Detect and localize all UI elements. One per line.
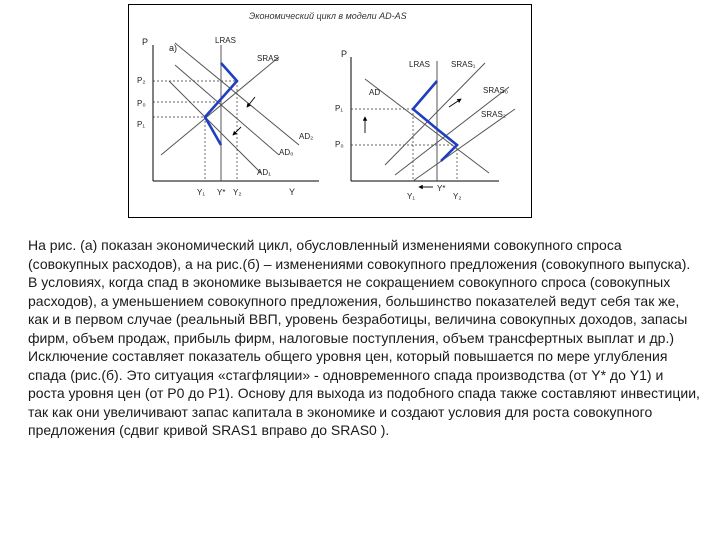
panel-a-lras-label: LRAS	[215, 36, 236, 45]
panel-b-sras1-label: SRAS₁	[451, 60, 476, 69]
panel-b-sras0-line	[395, 87, 509, 175]
panel-a-ad1-label: AD₁	[257, 168, 271, 177]
panel-a-ad2-label: AD₂	[299, 132, 314, 141]
ad-as-figure	[128, 4, 532, 218]
panel-a-marker: а)	[169, 43, 178, 53]
panel-a-ad0-line	[175, 65, 279, 155]
panel-b-sras1-line	[385, 63, 485, 165]
panel-b-p1-label: P₁	[335, 104, 344, 113]
panel-b-p0-label: P₀	[335, 140, 344, 149]
panel-b-y1-label: Y₁	[407, 192, 416, 201]
panel-b-y2-label: Y₂	[453, 192, 462, 201]
caption-paragraph-1: На рис. (а) показан экономический цикл, обусловленный изменениями совокупного спроса (совокупных расходов), а на рис.(б) – изменениями совокупного предложения (совокупного выпуска).	[28, 237, 691, 272]
panel-a-p0-label: P₀	[137, 99, 146, 108]
panel-a-p1-label: P₁	[137, 120, 146, 129]
caption-paragraph-2: В условиях, когда спад в экономике вызывается не сокращением совокупного спроса (совокупных расходов), а уменьшением совокупного предложения, большинство показателей ведут себя так же, как и в первом случае (реальный ВВП, уровень безработицы, величина совокупных доходов, запасы фирм, объем продаж, прибыль фирм, налоговые поступления, объем трансфертных выплат и др.) Исключение составляет показатель общего уровня цен, который повышается по мере углубления спада (рис.(б). Это ситуация «стагфляции» - одновременного спада производства (от Y* до Y1) и роста уровня цен (от P0 до P1). Основу для выхода из подобного спада также составляют инвестиции, так как они увеличивают запас капитала в экономике и создают условия для роста совокупного предложения (сдвиг кривой SRAS1 вправо до SRAS0 ).	[28, 274, 700, 438]
panel-a-y-axis-label: Y	[289, 187, 296, 197]
panel-b-shift-arrow-1	[449, 99, 461, 107]
panel-b-ystar-label: Y*	[437, 184, 446, 193]
panel-a-p-axis-label: P	[142, 37, 149, 47]
panel-a-sras-label: SRAS	[257, 54, 279, 63]
panel-a-y2-label: Y₂	[233, 188, 242, 197]
panel-a-p2-label: P₂	[137, 76, 146, 85]
figure-title: Экономический цикл в модели AD-AS	[249, 11, 407, 21]
panel-a-ystar-label: Y*	[217, 188, 226, 197]
panel-b	[335, 49, 515, 201]
panel-a-y1-label: Y₁	[197, 188, 206, 197]
panel-b-ad-label: AD	[369, 88, 381, 97]
ad-as-diagram	[129, 5, 531, 217]
panel-b-sras0-label: SRAS₀	[483, 86, 509, 95]
panel-a	[137, 36, 319, 197]
caption-text	[28, 236, 700, 440]
panel-a-ad0-label: AD₀	[279, 148, 294, 157]
panel-b-lras-label: LRAS	[409, 60, 430, 69]
panel-b-p-axis-label: P	[341, 49, 348, 59]
panel-b-sras2-label: SRAS₂	[481, 110, 506, 119]
